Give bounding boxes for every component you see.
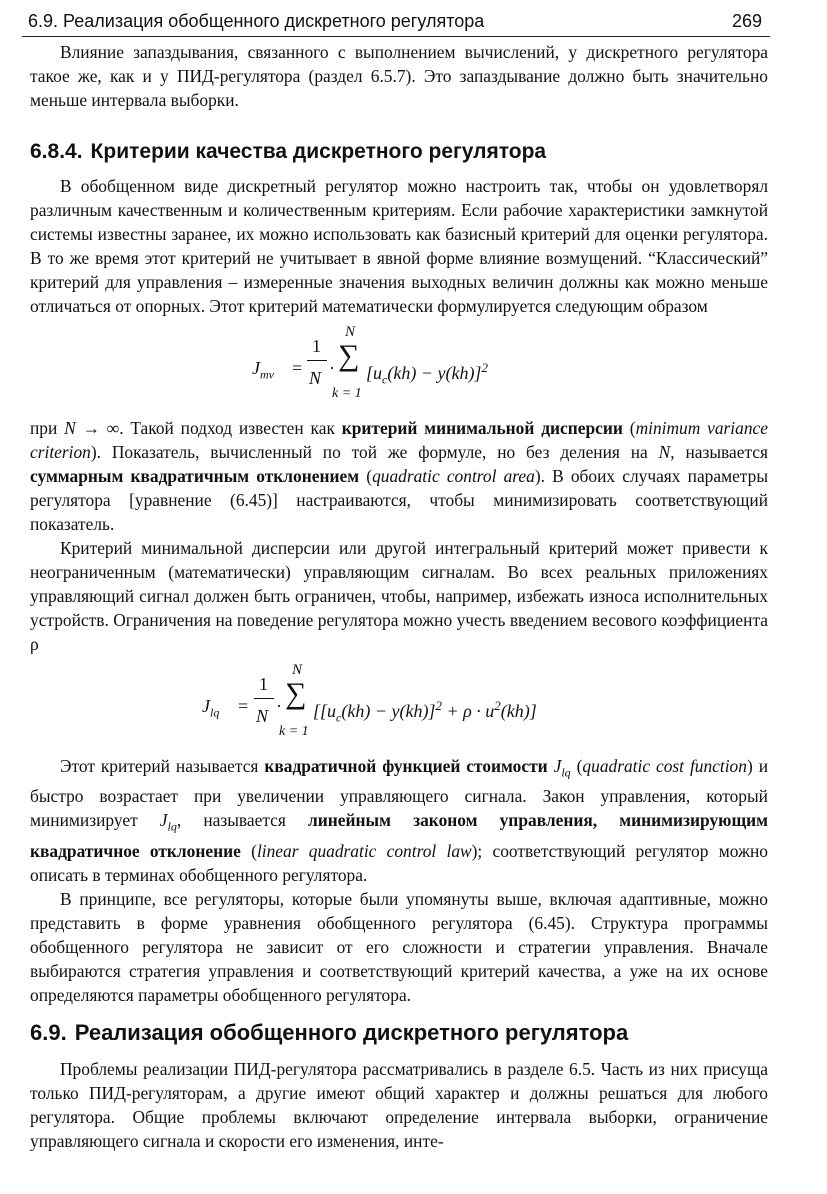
sum-symbol: ∑ xyxy=(285,677,307,710)
section-number: 6.9. xyxy=(30,1019,67,1045)
formula-jmv xyxy=(30,322,768,414)
sum-upper-limit: N xyxy=(345,324,356,340)
formula-denominator: N xyxy=(256,706,269,726)
paragraph: Проблемы реализации ПИД-регулятора рассматривались в разделе 6.5. Часть из них присуща только ПИД-регуляторам, а другие имеют общий характер и должны решаться для любого регулятора. Общие проблемы включают определение интервала выборки, ограничение управляющего сигнала и скорости его изменения, инте- xyxy=(30,1058,768,1151)
formula-body: $[[u_c(kh) - y(kh)]^2 + \rho \cdot u^2(kh)]$ xyxy=(313,698,537,725)
fraction-bar xyxy=(254,698,274,699)
formula-dot: · xyxy=(276,696,282,716)
section-title: Реализация обобщенного дискретного регулятора xyxy=(74,1019,629,1045)
formula-lhs: $J_{mv}$ xyxy=(252,358,274,382)
formula-jlq xyxy=(30,660,768,752)
formula-body: $[u_c(kh) - y(kh)]^2$ xyxy=(366,360,488,387)
sum-upper-limit: N xyxy=(292,662,303,678)
page-body xyxy=(30,40,768,1153)
paragraph: В принципе, все регуляторы, которые были упомянуты выше, включая адаптивные, можно представить в форме уравнения обобщенного регулятора (6.45). Структура программы обобщенного регулятора не зависит от его сложности и стратегии управления. Вначале выбираются стратегия управления и соответствующий критерий качества, а уже на их основе определяются параметры обобщенного регулятора. xyxy=(30,888,768,1005)
sum-symbol: ∑ xyxy=(338,339,360,372)
fraction-bar xyxy=(307,360,327,361)
section-heading-6-8-4 xyxy=(30,138,768,166)
running-head xyxy=(22,0,770,37)
formula-lhs: $J_{lq}$ xyxy=(202,696,220,720)
term-quadratic-cost: квадратичной функцией стоимости xyxy=(264,756,548,776)
formula-numerator: 1 xyxy=(259,674,268,694)
intro-paragraph: Влияние запаздывания, связанного с выполнением вычислений, у дискретного регулятора такое же, как и у ПИД-регулятора (раздел 6.5.7). Это запаздывание должно быть значительно меньше интервала выборки. xyxy=(30,42,768,110)
paragraph: В обобщенном виде дискретный регулятор можно настроить так, чтобы он удовлетворял различным качественным и количественным критериям. Если рабочие характеристики замкнутой системы известны заранее, их можно использовать как базисный критерий для оценки регулятора. В то же время этот критерий не учитывает в явной форме влияние возмущений. “Классический” критерий для управления – измеренные значения выходных величин должны как можно меньше отличаться от опорных. Этот критерий математически формулируется следующим образом xyxy=(30,176,768,316)
formula-dot: · xyxy=(329,358,335,378)
section-title: Критерии качества дискретного регулятора xyxy=(90,140,547,163)
paragraph: Критерий минимальной дисперсии или другой интегральный критерий может привести к неограниченным (математически) управляющим сигналам. Во всех реальных приложениях управляющий сигнал должен быть ограничен, чтобы, например, избежать износа исполнительных устройств. Ограничения на поведение регулятора можно учесть введением весового коэффициента ρ xyxy=(30,538,768,654)
sum-lower-limit: k = 1 xyxy=(332,386,362,401)
sum-lower-limit: k = 1 xyxy=(279,724,309,739)
formula-equals: = xyxy=(238,696,249,716)
formula-numerator: 1 xyxy=(312,336,321,356)
page-number: 269 xyxy=(731,11,762,31)
term-lq-law: линейным законом управления, минимизирующим квадратичное отклонение xyxy=(30,810,769,861)
section-heading-6-9 xyxy=(30,1019,768,1047)
formula-denominator: N xyxy=(309,368,322,388)
paragraph: Этот критерий называется квадратичной функцией стоимости $J_{lq}$ (quadratic cost function) и быстро возрастает при увеличении управляющего сигнала. Закон управления, который минимизирует $J_{lq}$, называется линейным законом управления, минимизирующим квадратичное отклонение (linear quadratic control law); соответствующий регулятор можно описать в терминах обобщенного регулятора. xyxy=(30,756,769,885)
section-number: 6.8.4. xyxy=(30,140,83,163)
paragraph: при N → ∞. Такой подход известен как критерий минимальной дисперсии (minimum variance criterion). Показатель, вычисленный по той же формуле, но без деления на N, называется суммарным квадратичным отклонением (quadratic control area). В обоих случаях параметры регулятора [уравнение (6.45)] настраиваются, чтобы минимизировать соответствующий показатель. xyxy=(30,418,769,534)
running-head-title: 6.9. Реализация обобщенного дискретного регулятора xyxy=(28,11,485,31)
term-quadratic-area: суммарным квадратичным отклонением xyxy=(30,466,360,486)
term-minimum-variance: критерий минимальной дисперсии xyxy=(341,418,623,438)
formula-equals: = xyxy=(292,358,303,378)
